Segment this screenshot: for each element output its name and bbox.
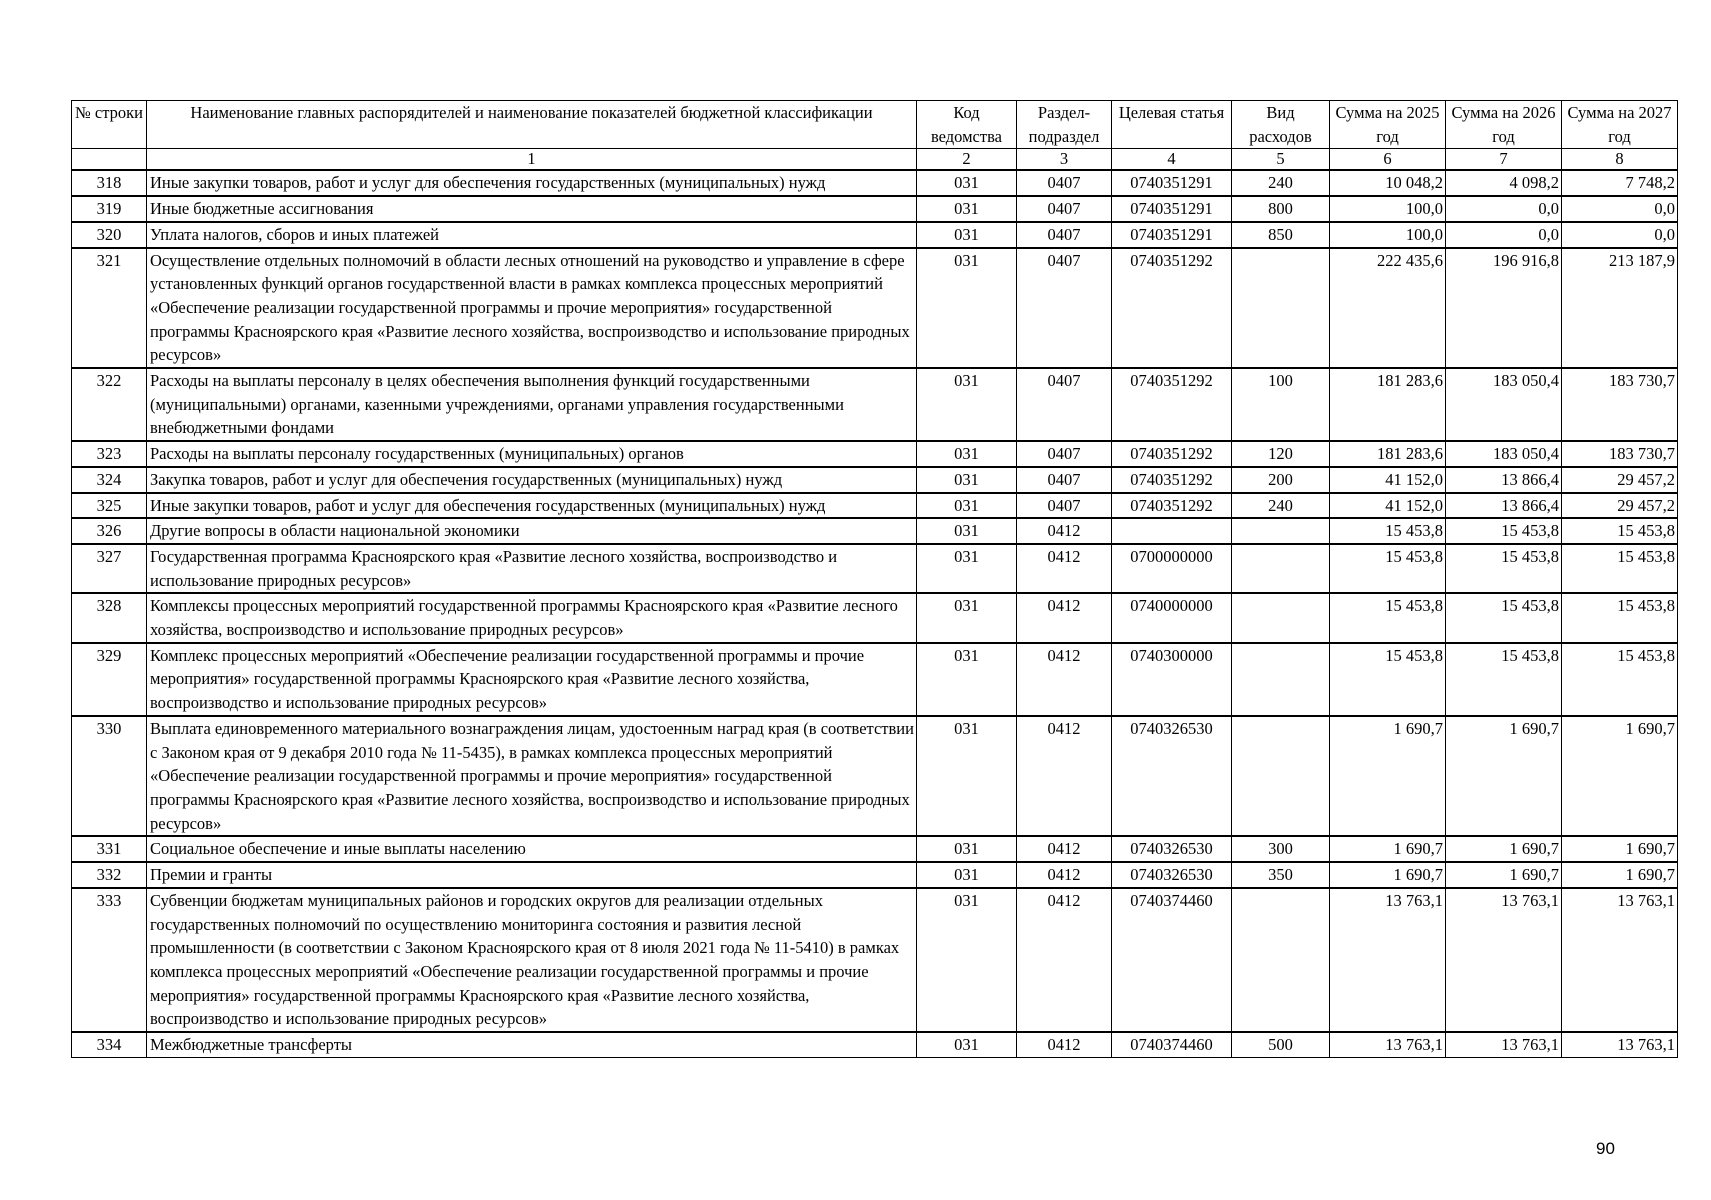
target-article: 0740326530 [1112, 716, 1232, 837]
section-code: 0412 [1017, 544, 1112, 593]
column-number: 7 [1446, 149, 1562, 171]
item-name: Расходы на выплаты персоналу государственных (муниципальных) органов [147, 441, 917, 467]
table-row [72, 467, 1678, 493]
target-article: 0740351292 [1112, 467, 1232, 493]
header-sum-2027: Сумма на 2027 год [1562, 101, 1678, 149]
expense-kind [1232, 544, 1330, 593]
sum-2026: 13 866,4 [1446, 493, 1562, 519]
sum-2025: 1 690,7 [1330, 836, 1446, 862]
expense-kind [1232, 716, 1330, 837]
row-number: 318 [72, 170, 147, 196]
section-code: 0412 [1017, 1032, 1112, 1057]
department-code: 031 [917, 196, 1017, 222]
sum-2026: 0,0 [1446, 222, 1562, 248]
target-article: 0740351291 [1112, 222, 1232, 248]
item-name: Комплекс процессных мероприятий «Обеспечение реализации государственной программы и прочие мероприятия» государственной программы Красноярского края «Развитие лесного хозяйства, воспроизводство и использование природных ресурсов» [147, 643, 917, 716]
row-number: 331 [72, 836, 147, 862]
table-row [72, 441, 1678, 467]
sum-2027: 13 763,1 [1562, 888, 1678, 1032]
sum-2025: 1 690,7 [1330, 716, 1446, 837]
target-article: 0740351292 [1112, 493, 1232, 519]
sum-2025: 41 152,0 [1330, 467, 1446, 493]
section-code: 0407 [1017, 493, 1112, 519]
item-name: Премии и гранты [147, 862, 917, 888]
section-code: 0407 [1017, 196, 1112, 222]
sum-2025: 15 453,8 [1330, 643, 1446, 716]
table-row [72, 716, 1678, 837]
row-number: 322 [72, 368, 147, 441]
row-number: 328 [72, 593, 147, 642]
section-code: 0412 [1017, 643, 1112, 716]
sum-2027: 0,0 [1562, 222, 1678, 248]
column-number-blank [72, 149, 147, 171]
item-name: Расходы на выплаты персоналу в целях обеспечения выполнения функций государственными (муниципальными) органами, казенными учреждениями, органами управления государственными внебюджетными фондами [147, 368, 917, 441]
header-section: Раздел-подраздел [1017, 101, 1112, 149]
target-article: 0700000000 [1112, 544, 1232, 593]
sum-2026: 15 453,8 [1446, 544, 1562, 593]
row-number: 325 [72, 493, 147, 519]
row-number: 332 [72, 862, 147, 888]
section-code: 0407 [1017, 222, 1112, 248]
target-article: 0740326530 [1112, 836, 1232, 862]
sum-2025: 13 763,1 [1330, 1032, 1446, 1057]
item-name: Иные закупки товаров, работ и услуг для обеспечения государственных (муниципальных) нужд [147, 170, 917, 196]
expense-kind [1232, 518, 1330, 544]
table-row [72, 170, 1678, 196]
item-name: Осуществление отдельных полномочий в области лесных отношений на руководство и управление в сфере установленных функций органов государственной власти в рамках комплекса процессных мероприятий «Обеспечение реализации государственной программы и прочие мероприятия» государственной программы Красноярского края «Развитие лесного хозяйства, воспроизводство и использование природных ресурсов» [147, 248, 917, 369]
section-code: 0407 [1017, 248, 1112, 369]
section-code: 0412 [1017, 593, 1112, 642]
sum-2026: 13 866,4 [1446, 467, 1562, 493]
table-row [72, 593, 1678, 642]
target-article: 0740326530 [1112, 862, 1232, 888]
sum-2025: 15 453,8 [1330, 593, 1446, 642]
sum-2027: 15 453,8 [1562, 518, 1678, 544]
header-name: Наименование главных распорядителей и наименование показателей бюджетной классификации [147, 101, 917, 149]
item-name: Закупка товаров, работ и услуг для обеспечения государственных (муниципальных) нужд [147, 467, 917, 493]
table-row [72, 643, 1678, 716]
header-sum-2025: Сумма на 2025 год [1330, 101, 1446, 149]
sum-2025: 181 283,6 [1330, 368, 1446, 441]
table-row [72, 1032, 1678, 1057]
sum-2026: 15 453,8 [1446, 518, 1562, 544]
expense-kind [1232, 248, 1330, 369]
expense-kind: 500 [1232, 1032, 1330, 1057]
expense-kind: 850 [1232, 222, 1330, 248]
section-code: 0407 [1017, 467, 1112, 493]
target-article: 0740300000 [1112, 643, 1232, 716]
table-row [72, 518, 1678, 544]
table-row [72, 248, 1678, 369]
expense-kind: 200 [1232, 467, 1330, 493]
row-number: 334 [72, 1032, 147, 1057]
target-article: 0740351291 [1112, 170, 1232, 196]
expense-kind [1232, 643, 1330, 716]
table-row [72, 196, 1678, 222]
sum-2026: 183 050,4 [1446, 368, 1562, 441]
department-code: 031 [917, 518, 1017, 544]
section-code: 0412 [1017, 862, 1112, 888]
table-body [72, 170, 1678, 1057]
row-number: 333 [72, 888, 147, 1032]
column-number: 4 [1112, 149, 1232, 171]
table-row [72, 862, 1678, 888]
sum-2027: 15 453,8 [1562, 643, 1678, 716]
department-code: 031 [917, 222, 1017, 248]
row-number: 327 [72, 544, 147, 593]
sum-2025: 41 152,0 [1330, 493, 1446, 519]
target-article: 0740000000 [1112, 593, 1232, 642]
sum-2026: 13 763,1 [1446, 888, 1562, 1032]
expense-kind: 240 [1232, 170, 1330, 196]
sum-2027: 183 730,7 [1562, 368, 1678, 441]
department-code: 031 [917, 493, 1017, 519]
sum-2027: 13 763,1 [1562, 1032, 1678, 1057]
sum-2027: 183 730,7 [1562, 441, 1678, 467]
row-number: 324 [72, 467, 147, 493]
sum-2025: 1 690,7 [1330, 862, 1446, 888]
sum-2026: 1 690,7 [1446, 862, 1562, 888]
sum-2026: 196 916,8 [1446, 248, 1562, 369]
department-code: 031 [917, 716, 1017, 837]
item-name: Иные закупки товаров, работ и услуг для обеспечения государственных (муниципальных) нужд [147, 493, 917, 519]
sum-2026: 13 763,1 [1446, 1032, 1562, 1057]
header-target-article: Целевая статья [1112, 101, 1232, 149]
target-article: 0740351292 [1112, 441, 1232, 467]
section-code: 0412 [1017, 836, 1112, 862]
target-article [1112, 518, 1232, 544]
section-code: 0412 [1017, 518, 1112, 544]
item-name: Выплата единовременного материального вознаграждения лицам, удостоенным наград края (в соответствии с Законом края от 9 декабря 2010 года № 11-5435), в рамках комплекса процессных мероприятий «Обеспечение реализации государственной программы и прочие мероприятия» государственной программы Красноярского края «Развитие лесного хозяйства, воспроизводство и использование природных ресурсов» [147, 716, 917, 837]
sum-2027: 7 748,2 [1562, 170, 1678, 196]
row-number: 330 [72, 716, 147, 837]
sum-2026: 15 453,8 [1446, 643, 1562, 716]
department-code: 031 [917, 170, 1017, 196]
row-number: 326 [72, 518, 147, 544]
header-sum-2026: Сумма на 2026 год [1446, 101, 1562, 149]
sum-2025: 13 763,1 [1330, 888, 1446, 1032]
sum-2027: 15 453,8 [1562, 544, 1678, 593]
sum-2027: 1 690,7 [1562, 836, 1678, 862]
target-article: 0740351292 [1112, 368, 1232, 441]
item-name: Иные бюджетные ассигнования [147, 196, 917, 222]
department-code: 031 [917, 248, 1017, 369]
table-row [72, 836, 1678, 862]
sum-2025: 10 048,2 [1330, 170, 1446, 196]
item-name: Социальное обеспечение и иные выплаты населению [147, 836, 917, 862]
sum-2026: 0,0 [1446, 196, 1562, 222]
row-number: 321 [72, 248, 147, 369]
sum-2025: 15 453,8 [1330, 544, 1446, 593]
budget-table [71, 100, 1678, 1058]
sum-2026: 1 690,7 [1446, 836, 1562, 862]
target-article: 0740351291 [1112, 196, 1232, 222]
section-code: 0407 [1017, 441, 1112, 467]
item-name: Межбюджетные трансферты [147, 1032, 917, 1057]
page-number: 90 [1596, 1139, 1615, 1158]
item-name: Другие вопросы в области национальной экономики [147, 518, 917, 544]
sum-2027: 15 453,8 [1562, 593, 1678, 642]
section-code: 0412 [1017, 716, 1112, 837]
section-code: 0407 [1017, 170, 1112, 196]
expense-kind: 240 [1232, 493, 1330, 519]
item-name: Субвенции бюджетам муниципальных районов и городских округов для реализации отдельных государственных полномочий по осуществлению мониторинга состояния и развития лесной промышленности (в соответствии с Законом Красноярского края от 8 июля 2021 года № 11-5410) в рамках комплекса процессных мероприятий «Обеспечение реализации государственной программы и прочие мероприятия» государственной программы Красноярского края «Развитие лесного хозяйства, воспроизводство и использование природных ресурсов» [147, 888, 917, 1032]
expense-kind [1232, 593, 1330, 642]
sum-2025: 100,0 [1330, 196, 1446, 222]
sum-2026: 15 453,8 [1446, 593, 1562, 642]
sum-2027: 213 187,9 [1562, 248, 1678, 369]
target-article: 0740351292 [1112, 248, 1232, 369]
header-row [72, 101, 1678, 149]
sum-2025: 100,0 [1330, 222, 1446, 248]
header-row-number: № строки [72, 101, 147, 149]
item-name: Уплата налогов, сборов и иных платежей [147, 222, 917, 248]
header-department-code: Код ведомства [917, 101, 1017, 149]
column-number: 2 [917, 149, 1017, 171]
department-code: 031 [917, 836, 1017, 862]
sum-2027: 29 457,2 [1562, 493, 1678, 519]
department-code: 031 [917, 467, 1017, 493]
table-row [72, 888, 1678, 1032]
sum-2026: 4 098,2 [1446, 170, 1562, 196]
item-name: Государственная программа Красноярского края «Развитие лесного хозяйства, воспроизводство и использование природных ресурсов» [147, 544, 917, 593]
department-code: 031 [917, 368, 1017, 441]
item-name: Комплексы процессных мероприятий государственной программы Красноярского края «Развитие лесного хозяйства, воспроизводство и использование природных ресурсов» [147, 593, 917, 642]
table-row [72, 222, 1678, 248]
expense-kind: 300 [1232, 836, 1330, 862]
department-code: 031 [917, 643, 1017, 716]
sum-2026: 183 050,4 [1446, 441, 1562, 467]
column-number: 3 [1017, 149, 1112, 171]
sum-2025: 222 435,6 [1330, 248, 1446, 369]
row-number: 320 [72, 222, 147, 248]
department-code: 031 [917, 888, 1017, 1032]
sum-2027: 0,0 [1562, 196, 1678, 222]
table-row [72, 368, 1678, 441]
section-code: 0407 [1017, 368, 1112, 441]
sum-2025: 15 453,8 [1330, 518, 1446, 544]
section-code: 0412 [1017, 888, 1112, 1032]
row-number: 323 [72, 441, 147, 467]
expense-kind: 800 [1232, 196, 1330, 222]
row-number: 319 [72, 196, 147, 222]
table-row [72, 493, 1678, 519]
department-code: 031 [917, 593, 1017, 642]
sum-2026: 1 690,7 [1446, 716, 1562, 837]
expense-kind [1232, 888, 1330, 1032]
column-number: 8 [1562, 149, 1678, 171]
row-number: 329 [72, 643, 147, 716]
target-article: 0740374460 [1112, 1032, 1232, 1057]
department-code: 031 [917, 1032, 1017, 1057]
sum-2027: 1 690,7 [1562, 716, 1678, 837]
sum-2027: 29 457,2 [1562, 467, 1678, 493]
column-number: 1 [147, 149, 917, 171]
expense-kind: 120 [1232, 441, 1330, 467]
department-code: 031 [917, 862, 1017, 888]
column-number: 5 [1232, 149, 1330, 171]
target-article: 0740374460 [1112, 888, 1232, 1032]
table-row [72, 544, 1678, 593]
sum-2027: 1 690,7 [1562, 862, 1678, 888]
column-number-row [72, 149, 1678, 171]
header-expense-kind: Вид расходов [1232, 101, 1330, 149]
column-number: 6 [1330, 149, 1446, 171]
expense-kind: 100 [1232, 368, 1330, 441]
sum-2025: 181 283,6 [1330, 441, 1446, 467]
department-code: 031 [917, 544, 1017, 593]
expense-kind: 350 [1232, 862, 1330, 888]
department-code: 031 [917, 441, 1017, 467]
